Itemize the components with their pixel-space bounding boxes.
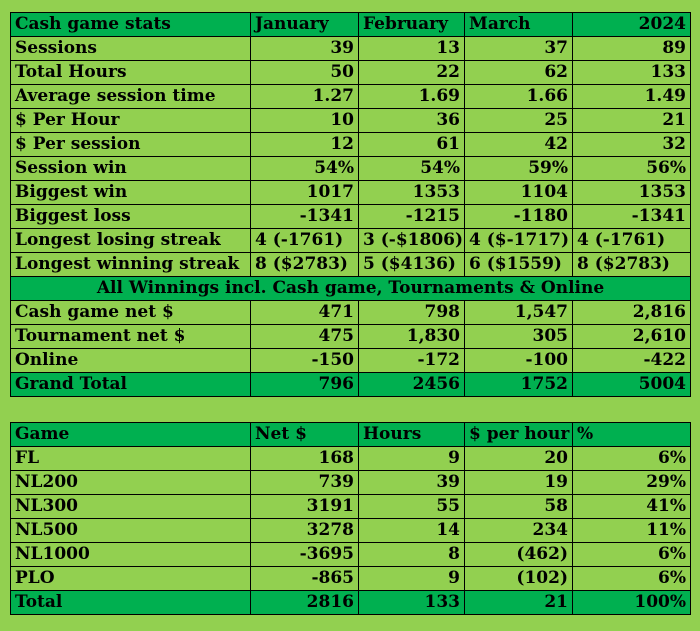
stat-value: 1104 <box>465 181 573 205</box>
stats-row <box>11 253 691 277</box>
total-value: 100% <box>573 591 691 615</box>
row-label: Longest winning streak <box>11 253 251 277</box>
stat-value: 39 <box>251 37 359 61</box>
stat-value: 133 <box>573 61 691 85</box>
game-name: NL200 <box>11 471 251 495</box>
stats-row <box>11 61 691 85</box>
total-value: 133 <box>359 591 465 615</box>
stat-value: 1017 <box>251 181 359 205</box>
column-header: % <box>573 423 691 447</box>
stats-row <box>11 205 691 229</box>
game-value: 739 <box>251 471 359 495</box>
row-label: $ Per Hour <box>11 109 251 133</box>
stats-row <box>11 133 691 157</box>
stat-value: 62 <box>465 61 573 85</box>
stat-value: 61 <box>359 133 465 157</box>
winnings-value: 471 <box>251 301 359 325</box>
row-label: Sessions <box>11 37 251 61</box>
column-header: February <box>359 13 465 37</box>
game-value: 9 <box>359 447 465 471</box>
game-value: 39 <box>359 471 465 495</box>
stats-row <box>11 157 691 181</box>
winnings-banner: All Winnings incl. Cash game, Tournaments & Online <box>11 277 691 301</box>
stat-value: 37 <box>465 37 573 61</box>
winnings-value: -422 <box>573 349 691 373</box>
stat-value: 4 ($-1717) <box>465 229 573 253</box>
stat-value: 1.49 <box>573 85 691 109</box>
game-name: PLO <box>11 567 251 591</box>
stat-value: 1.69 <box>359 85 465 109</box>
game-value: 6% <box>573 447 691 471</box>
row-label: Longest losing streak <box>11 229 251 253</box>
game-value: 29% <box>573 471 691 495</box>
stat-value: 36 <box>359 109 465 133</box>
winnings-value: 1,830 <box>359 325 465 349</box>
game-name: NL1000 <box>11 543 251 567</box>
row-label: Online <box>11 349 251 373</box>
grand-total-value: 1752 <box>465 373 573 397</box>
game-name: FL <box>11 447 251 471</box>
games-total-row <box>11 591 691 615</box>
stat-value: 4 (-1761) <box>251 229 359 253</box>
stat-value: 42 <box>465 133 573 157</box>
game-value: 14 <box>359 519 465 543</box>
stat-value: 8 ($2783) <box>251 253 359 277</box>
game-value: 168 <box>251 447 359 471</box>
winnings-value: 305 <box>465 325 573 349</box>
grand-total-value: 2456 <box>359 373 465 397</box>
stat-value: 13 <box>359 37 465 61</box>
stat-value: 54% <box>359 157 465 181</box>
game-value: -865 <box>251 567 359 591</box>
winnings-row <box>11 349 691 373</box>
winnings-row <box>11 325 691 349</box>
game-value: 9 <box>359 567 465 591</box>
stat-value: -1180 <box>465 205 573 229</box>
game-row <box>11 471 691 495</box>
total-value: 2816 <box>251 591 359 615</box>
stat-value: 54% <box>251 157 359 181</box>
row-label: Tournament net $ <box>11 325 251 349</box>
game-row <box>11 543 691 567</box>
stat-value: 89 <box>573 37 691 61</box>
stats-row <box>11 229 691 253</box>
game-value: (462) <box>465 543 573 567</box>
winnings-value: 1,547 <box>465 301 573 325</box>
winnings-row <box>11 301 691 325</box>
stat-value: 1.27 <box>251 85 359 109</box>
game-value: 55 <box>359 495 465 519</box>
game-value: 20 <box>465 447 573 471</box>
winnings-value: 2,610 <box>573 325 691 349</box>
stat-value: -1215 <box>359 205 465 229</box>
column-header: January <box>251 13 359 37</box>
game-value: -3695 <box>251 543 359 567</box>
stat-value: 4 (-1761) <box>573 229 691 253</box>
grand-total-value: 796 <box>251 373 359 397</box>
game-breakdown-table <box>10 422 691 615</box>
winnings-value: 2,816 <box>573 301 691 325</box>
stat-value: 1353 <box>573 181 691 205</box>
column-header: Net $ <box>251 423 359 447</box>
stat-value: 3 (-$1806) <box>359 229 465 253</box>
winnings-value: -172 <box>359 349 465 373</box>
games-header-row <box>11 423 691 447</box>
grand-total-label: Grand Total <box>11 373 251 397</box>
total-label: Total <box>11 591 251 615</box>
game-value: 6% <box>573 543 691 567</box>
winnings-value: 475 <box>251 325 359 349</box>
grand-total-value: 5004 <box>573 373 691 397</box>
game-name: NL300 <box>11 495 251 519</box>
stat-value: -1341 <box>573 205 691 229</box>
game-value: 3278 <box>251 519 359 543</box>
table-title: Cash game stats <box>11 13 251 37</box>
row-label: Cash game net $ <box>11 301 251 325</box>
row-label: Session win <box>11 157 251 181</box>
game-row <box>11 519 691 543</box>
column-header: $ per hour <box>465 423 573 447</box>
stat-value: 8 ($2783) <box>573 253 691 277</box>
game-value: 8 <box>359 543 465 567</box>
winnings-banner-row <box>11 277 691 301</box>
row-label: $ Per session <box>11 133 251 157</box>
game-value: 19 <box>465 471 573 495</box>
game-value: 58 <box>465 495 573 519</box>
stats-row <box>11 85 691 109</box>
game-row <box>11 447 691 471</box>
row-label: Average session time <box>11 85 251 109</box>
stat-value: 22 <box>359 61 465 85</box>
game-value: 3191 <box>251 495 359 519</box>
total-value: 21 <box>465 591 573 615</box>
game-name: NL500 <box>11 519 251 543</box>
column-header: Game <box>11 423 251 447</box>
row-label: Biggest loss <box>11 205 251 229</box>
column-header: 2024 <box>573 13 691 37</box>
stat-value: 32 <box>573 133 691 157</box>
column-header: March <box>465 13 573 37</box>
game-row <box>11 495 691 519</box>
stat-value: 10 <box>251 109 359 133</box>
column-header: Hours <box>359 423 465 447</box>
stat-value: 12 <box>251 133 359 157</box>
stats-row <box>11 181 691 205</box>
game-value: 6% <box>573 567 691 591</box>
game-value: 41% <box>573 495 691 519</box>
stats-row <box>11 37 691 61</box>
stat-value: 25 <box>465 109 573 133</box>
stat-value: 5 ($4136) <box>359 253 465 277</box>
stat-value: 1353 <box>359 181 465 205</box>
stat-value: 6 ($1559) <box>465 253 573 277</box>
game-value: 11% <box>573 519 691 543</box>
winnings-value: -100 <box>465 349 573 373</box>
winnings-value: 798 <box>359 301 465 325</box>
stat-value: 59% <box>465 157 573 181</box>
row-label: Total Hours <box>11 61 251 85</box>
grand-total-row <box>11 373 691 397</box>
stat-value: 1.66 <box>465 85 573 109</box>
cash-game-stats-table <box>10 12 691 397</box>
winnings-value: -150 <box>251 349 359 373</box>
stat-value: 56% <box>573 157 691 181</box>
game-value: (102) <box>465 567 573 591</box>
game-value: 234 <box>465 519 573 543</box>
row-label: Biggest win <box>11 181 251 205</box>
stats-row <box>11 109 691 133</box>
stat-value: 50 <box>251 61 359 85</box>
stat-value: 21 <box>573 109 691 133</box>
stats-header-row <box>11 13 691 37</box>
stat-value: -1341 <box>251 205 359 229</box>
game-row <box>11 567 691 591</box>
